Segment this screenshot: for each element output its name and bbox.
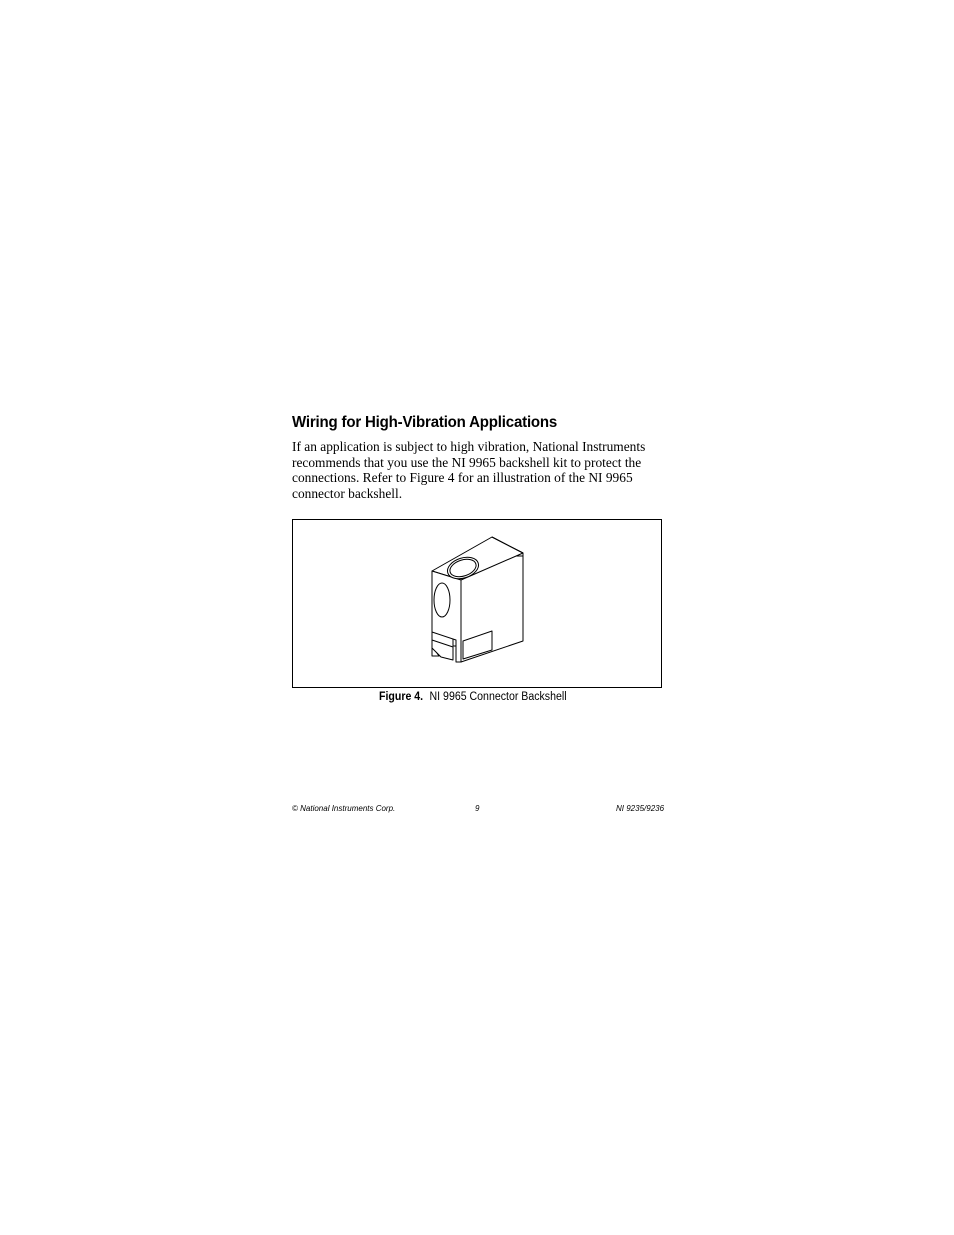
- connector-backshell-illustration: [293, 520, 661, 687]
- front-opening-ellipse: [434, 583, 450, 617]
- backshell-bottom-slot: [432, 640, 453, 660]
- footer-page-number: 9: [475, 804, 480, 813]
- body-paragraph: If an application is subject to high vibration, National Instruments recommends that you use the NI 9965 backshell kit to protect the connections. Refer to Figure 4 for an illustration of the NI 9965 connector backshell.: [292, 439, 646, 501]
- figure-caption-text: NI 9965 Connector Backshell: [429, 691, 567, 703]
- figure-caption: [379, 691, 567, 703]
- figure-frame: [292, 519, 662, 688]
- figure-label: Figure 4.: [379, 691, 424, 703]
- footer-copyright: © National Instruments Corp.: [292, 804, 396, 813]
- footer-product: NI 9235/9236: [616, 804, 665, 813]
- section-heading: Wiring for High-Vibration Applications: [292, 414, 558, 431]
